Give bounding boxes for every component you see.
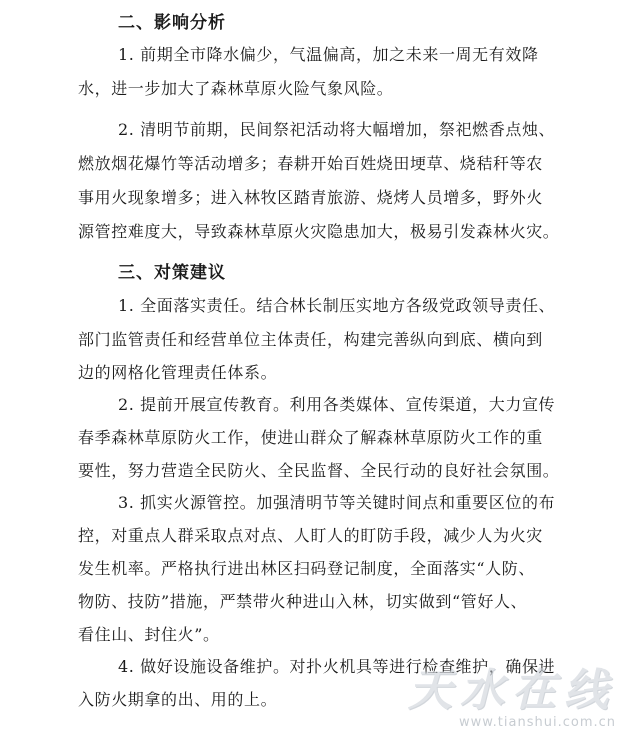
paragraph-line: 控，对重点人群采取点对点、人盯人的盯防手段，减少人为火灾 — [78, 526, 543, 545]
paragraph-line: 边的网格化管理责任体系。 — [78, 363, 278, 382]
paragraph-line: 物防、技防”措施，严禁带火种进山入林，切实做到“管好人、 — [78, 592, 528, 611]
paragraph-line: 事用火现象增多；进入林牧区踏青旅游、烧烤人员增多，野外火 — [78, 188, 543, 207]
section-heading-impact: 二、影响分析 — [118, 13, 226, 33]
site-watermark — [408, 667, 616, 730]
paragraph-line: 春季森林草原防火工作，使进山群众了解森林草原防火工作的重 — [78, 428, 543, 447]
paragraph-line: 1. 前期全市降水偏少，气温偏高，加之未来一周无有效降 — [118, 45, 539, 64]
watermark-logo-text: 天水在线 — [408, 665, 616, 716]
paragraph-line: 水，进一步加大了森林草原火险气象风险。 — [78, 79, 394, 98]
paragraph-line: 部门监管责任和经营单位主体责任，构建完善纵向到底、横向到 — [78, 330, 543, 349]
section-heading-recommendations: 三、对策建议 — [118, 263, 226, 283]
paragraph-line: 2. 清明节前期，民间祭祀活动将大幅增加，祭祀燃香点烛、 — [118, 120, 556, 139]
paragraph-line: 燃放烟花爆竹等活动增多；春耕开始百姓烧田埂草、烧秸秆等农 — [78, 154, 543, 173]
paragraph-line: 2. 提前开展宣传教育。利用各类媒体、宣传渠道，大力宣传 — [118, 395, 556, 414]
paragraph-line: 发生机率。严格执行进出林区扫码登记制度，全面落实“人防、 — [78, 559, 535, 578]
paragraph-line: 要性，努力营造全民防火、全民监督、全民行动的良好社会氛围。 — [78, 461, 560, 480]
paragraph-line: 源管控难度大，导致森林草原火灾隐患加大，极易引发森林火灾。 — [78, 222, 560, 241]
paragraph-line: 3. 抓实火源管控。加强清明节等关键时间点和重要区位的布 — [118, 493, 556, 512]
paragraph-line: 4. 做好设施设备维护。对扑火机具等进行检查维护，确保进 — [118, 657, 556, 676]
watermark-url: www.tianshui.com.cn — [458, 715, 616, 730]
paragraph-line: 入防火期拿的出、用的上。 — [78, 690, 278, 709]
paragraph-line: 看住山、封住火”。 — [78, 625, 220, 644]
paragraph-line: 1. 全面落实责任。结合林长制压实地方各级党政领导责任、 — [118, 296, 556, 315]
